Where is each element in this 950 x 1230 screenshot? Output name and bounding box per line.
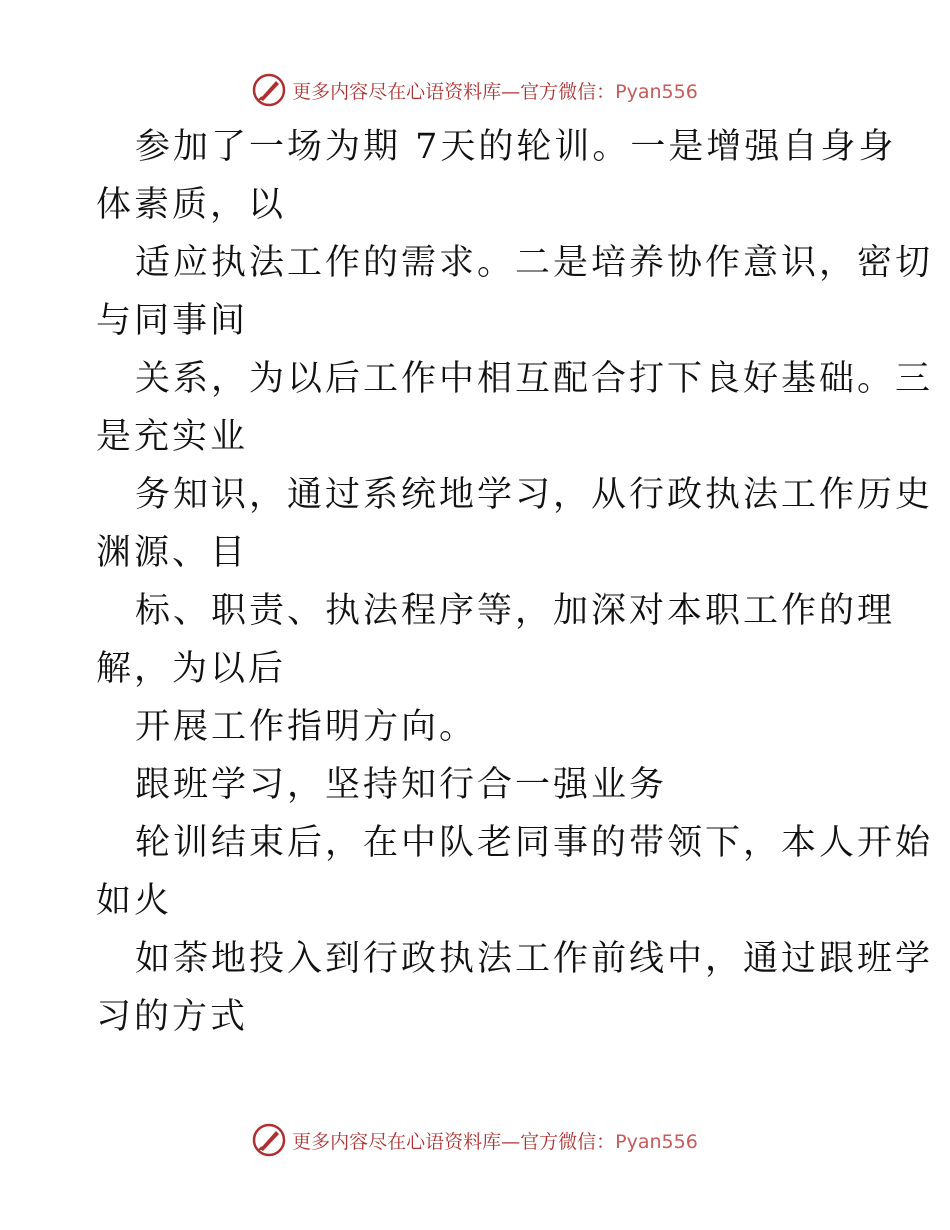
body-line: 习的方式 (96, 997, 249, 1037)
body-line: 是充实业 (96, 417, 249, 457)
watermark-wechat-id: Pyan556 (615, 80, 698, 103)
body-line: 标、职责、执法程序等，加深对本职工作的理 (135, 591, 896, 631)
quill-logo-icon (252, 73, 286, 107)
body-line: 体素质，以 (96, 185, 287, 225)
body-line: 适应执法工作的需求。二是培养协作意识，密切 (135, 243, 934, 283)
body-line: 参加了一场为期 7天的轮训。一是增强自身身 (135, 127, 897, 167)
body-line: 如火 (96, 881, 173, 921)
body-line: 开展工作指明方向。 (135, 707, 478, 747)
watermark-text (292, 77, 698, 104)
watermark-wechat-id: Pyan556 (615, 1130, 698, 1153)
body-line: 解，为以后 (96, 649, 287, 689)
body-line: 关系，为以后工作中相互配合打下良好基础。三 (135, 359, 934, 399)
watermark-label: 更多内容尽在心语资料库—官方微信： (292, 1130, 616, 1153)
watermark-text (292, 1127, 698, 1154)
header-watermark-banner (0, 70, 950, 110)
section-heading: 跟班学习，坚持知行合一强业务 (135, 765, 668, 805)
footer-watermark-banner (0, 1120, 950, 1160)
body-line: 与同事间 (96, 301, 249, 341)
document-body (96, 118, 934, 1046)
body-line: 如荼地投入到行政执法工作前线中，通过跟班学 (135, 939, 934, 979)
watermark-label: 更多内容尽在心语资料库—官方微信： (292, 80, 616, 103)
body-line: 轮训结束后，在中队老同事的带领下，本人开始 (135, 823, 934, 863)
body-line: 渊源、目 (96, 533, 249, 573)
quill-logo-icon (252, 1123, 286, 1157)
body-line: 务知识，通过系统地学习，从行政执法工作历史 (135, 475, 934, 515)
